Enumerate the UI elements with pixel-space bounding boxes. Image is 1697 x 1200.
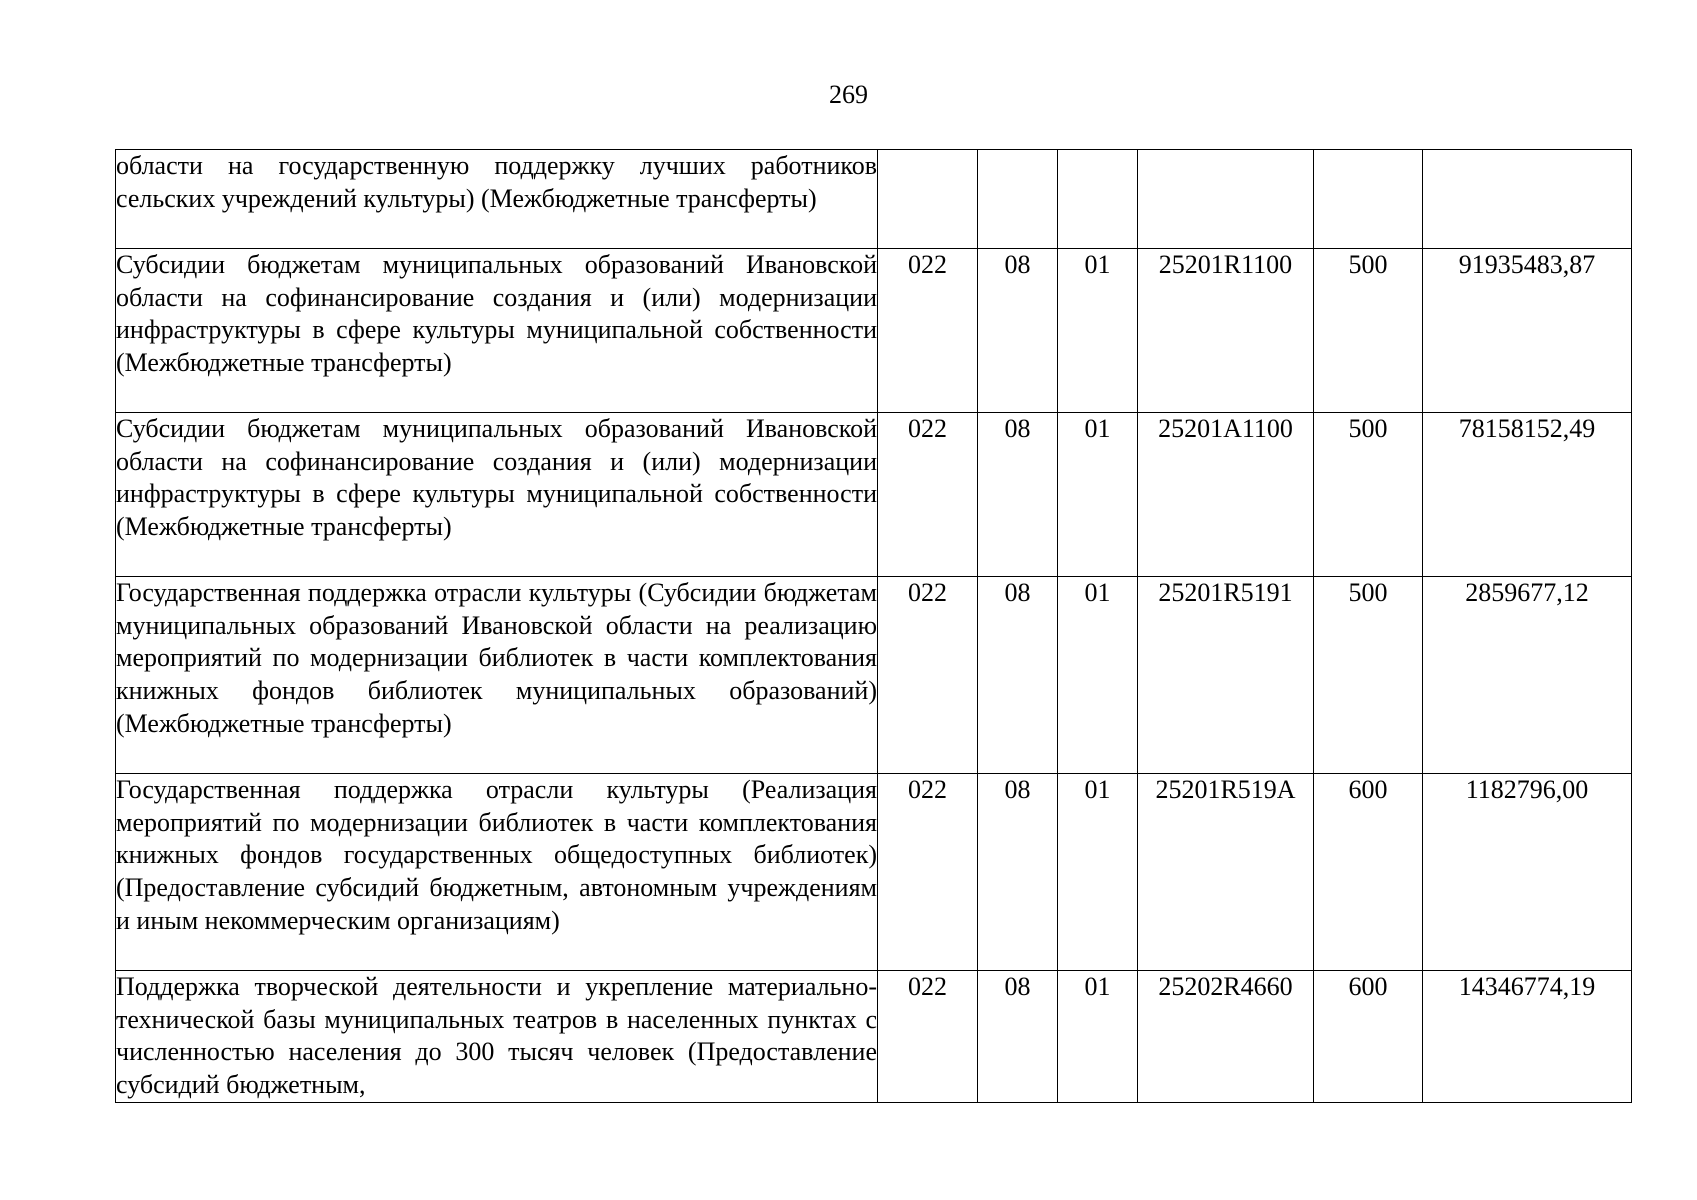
target-article-cell: 25201R519A <box>1138 774 1314 971</box>
table-row <box>116 249 1632 413</box>
description-cell: области на государственную поддержку лучших работников сельских учреждений культуры) (Межбюджетные трансферты) <box>116 150 878 249</box>
ministry-code-cell: 022 <box>878 413 978 577</box>
expense-type-cell: 500 <box>1314 413 1423 577</box>
section-code-cell: 08 <box>978 413 1058 577</box>
expense-type-cell: 600 <box>1314 774 1423 971</box>
target-article-cell: 25201A1100 <box>1138 413 1314 577</box>
amount-cell <box>1423 150 1632 249</box>
section-code-cell: 08 <box>978 577 1058 774</box>
subsection-code-cell: 01 <box>1058 249 1138 413</box>
amount-cell: 78158152,49 <box>1423 413 1632 577</box>
target-article-cell: 25201R1100 <box>1138 249 1314 413</box>
table-row <box>116 150 1632 249</box>
expense-type-cell: 500 <box>1314 577 1423 774</box>
section-code-cell: 08 <box>978 971 1058 1103</box>
target-article-cell <box>1138 150 1314 249</box>
amount-cell: 2859677,12 <box>1423 577 1632 774</box>
table-row <box>116 774 1632 971</box>
subsection-code-cell: 01 <box>1058 971 1138 1103</box>
amount-cell: 14346774,19 <box>1423 971 1632 1103</box>
section-code-cell: 08 <box>978 249 1058 413</box>
ministry-code-cell: 022 <box>878 577 978 774</box>
expense-type-cell: 600 <box>1314 971 1423 1103</box>
expense-type-cell: 500 <box>1314 249 1423 413</box>
description-cell: Государственная поддержка отрасли культуры (Реализация мероприятий по модернизации библиотек в части комплектования книжных фондов государственных общедоступных библиотек) (Предоставление субсидий бюджетным, автономным учреждениям и иным некоммерческим организациям) <box>116 774 878 971</box>
table-row <box>116 577 1632 774</box>
target-article-cell: 25202R4660 <box>1138 971 1314 1103</box>
ministry-code-cell <box>878 150 978 249</box>
subsection-code-cell: 01 <box>1058 774 1138 971</box>
expense-type-cell <box>1314 150 1423 249</box>
section-code-cell: 08 <box>978 774 1058 971</box>
table-row <box>116 971 1632 1103</box>
page-number: 269 <box>829 80 868 109</box>
description-cell: Субсидии бюджетам муниципальных образований Ивановской области на софинансирование создания и (или) модернизации инфраструктуры в сфере культуры муниципальной собственности (Межбюджетные трансферты) <box>116 249 878 413</box>
ministry-code-cell: 022 <box>878 971 978 1103</box>
amount-cell: 1182796,00 <box>1423 774 1632 971</box>
budget-table <box>115 149 1632 1103</box>
ministry-code-cell: 022 <box>878 249 978 413</box>
subsection-code-cell: 01 <box>1058 413 1138 577</box>
ministry-code-cell: 022 <box>878 774 978 971</box>
table-row <box>116 413 1632 577</box>
description-cell: Государственная поддержка отрасли культуры (Субсидии бюджетам муниципальных образований Ивановской области на реализацию мероприятий по модернизации библиотек в части комплектования книжных фондов библиотек муниципальных образований) (Межбюджетные трансферты) <box>116 577 878 774</box>
section-code-cell <box>978 150 1058 249</box>
description-cell: Субсидии бюджетам муниципальных образований Ивановской области на софинансирование создания и (или) модернизации инфраструктуры в сфере культуры муниципальной собственности (Межбюджетные трансферты) <box>116 413 878 577</box>
amount-cell: 91935483,87 <box>1423 249 1632 413</box>
subsection-code-cell <box>1058 150 1138 249</box>
target-article-cell: 25201R5191 <box>1138 577 1314 774</box>
subsection-code-cell: 01 <box>1058 577 1138 774</box>
description-cell: Поддержка творческой деятельности и укрепление материально-технической базы муниципальных театров в населенных пунктах с численностью населения до 300 тысяч человек (Предоставление субсидий бюджетным, <box>116 971 878 1103</box>
